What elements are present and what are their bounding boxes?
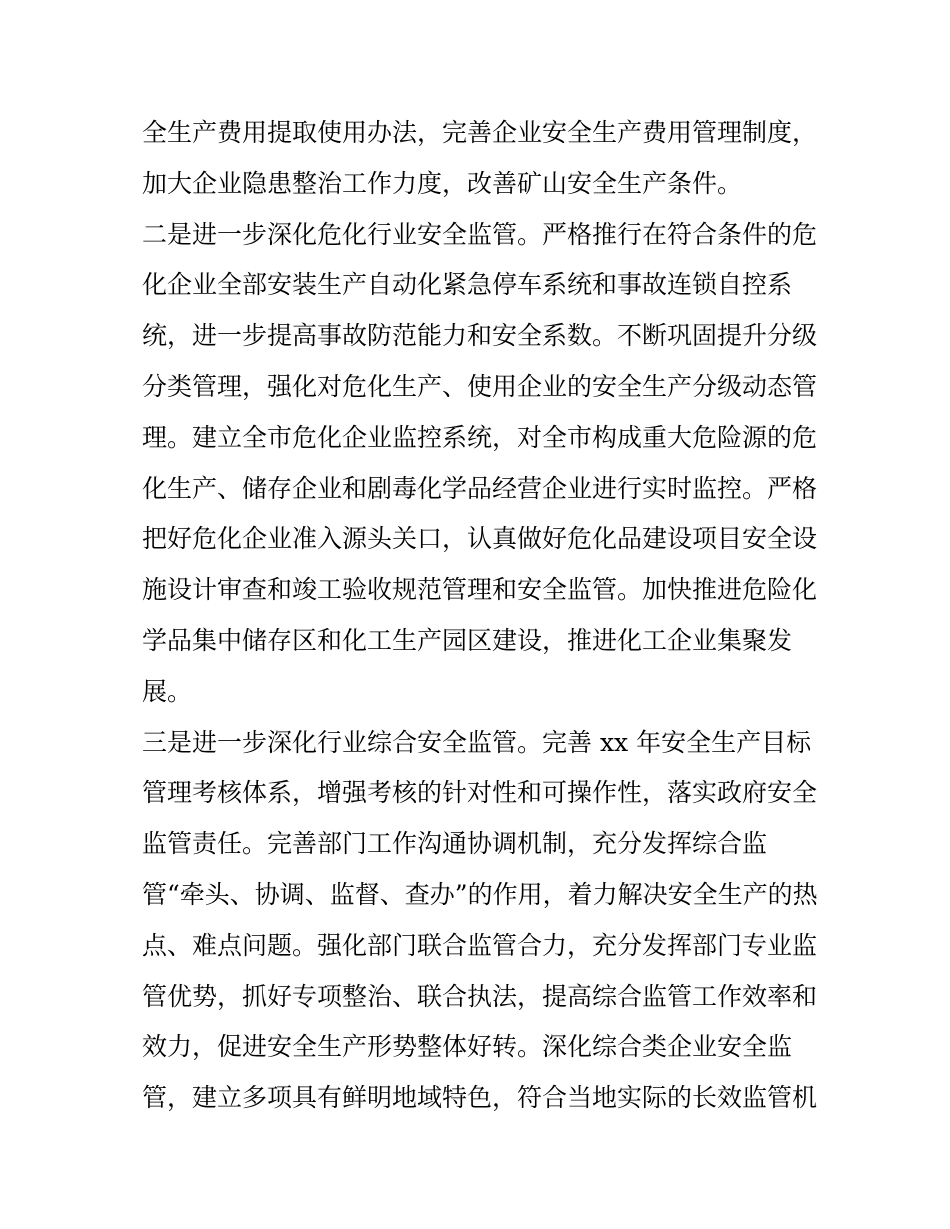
text-line-16: 管“牵头、协调、监督、查办”的作用，着力解决安全生产的热 bbox=[142, 879, 818, 909]
text-line-19: 效力，促进安全生产形势整体好转。深化综合类企业安全监 bbox=[142, 1032, 793, 1062]
text-line-15: 监管责任。完善部门工作沟通协调机制，充分发挥综合监 bbox=[142, 829, 768, 859]
text-line-7: 理。建立全市危化企业监控系统，对全市构成重大危险源的危 bbox=[142, 422, 818, 452]
text-line-18: 管优势，抓好专项整治、联合执法，提高综合监管工作效率和 bbox=[142, 981, 818, 1011]
text-line-3: 二是进一步深化危化行业安全监管。严格推行在符合条件的危 bbox=[142, 219, 818, 249]
text-line-13: 三是进一步深化行业综合安全监管。完善 xx 年安全生产目标 bbox=[142, 727, 812, 757]
text-line-2: 加大企业隐患整治工作力度，改善矿山安全生产条件。 bbox=[142, 168, 743, 198]
text-line-11: 学品集中储存区和化工生产园区建设，推进化工企业集聚发 bbox=[142, 625, 793, 655]
text-line-1: 全生产费用提取使用办法，完善企业安全生产费用管理制度， bbox=[142, 118, 818, 147]
body-text bbox=[142, 108, 822, 1124]
text-line-6: 分类管理，强化对危化生产、使用企业的安全生产分级动态管 bbox=[142, 371, 818, 401]
text-line-12: 展。 bbox=[142, 676, 193, 706]
text-line-17: 点、难点问题。强化部门联合监管合力，充分发挥部门专业监 bbox=[142, 930, 818, 960]
text-line-5: 统，进一步提高事故防范能力和安全系数。不断巩固提升分级 bbox=[142, 321, 818, 351]
text-line-8: 化生产、储存企业和剧毒化学品经营企业进行实时监控。严格 bbox=[142, 473, 818, 503]
text-line-14: 管理考核体系，增强考核的针对性和可操作性，落实政府安全 bbox=[142, 778, 818, 808]
text-line-9: 把好危化企业准入源头关口，认真做好危化品建设项目安全设 bbox=[142, 524, 818, 554]
text-line-4: 化企业全部安装生产自动化紧急停车系统和事故连锁自控系 bbox=[142, 270, 793, 300]
text-line-10: 施设计审查和竣工验收规范管理和安全监管。加快推进危险化 bbox=[142, 575, 818, 605]
text-line-20: 管，建立多项具有鲜明地域特色，符合当地实际的长效监管机 bbox=[142, 1083, 818, 1113]
